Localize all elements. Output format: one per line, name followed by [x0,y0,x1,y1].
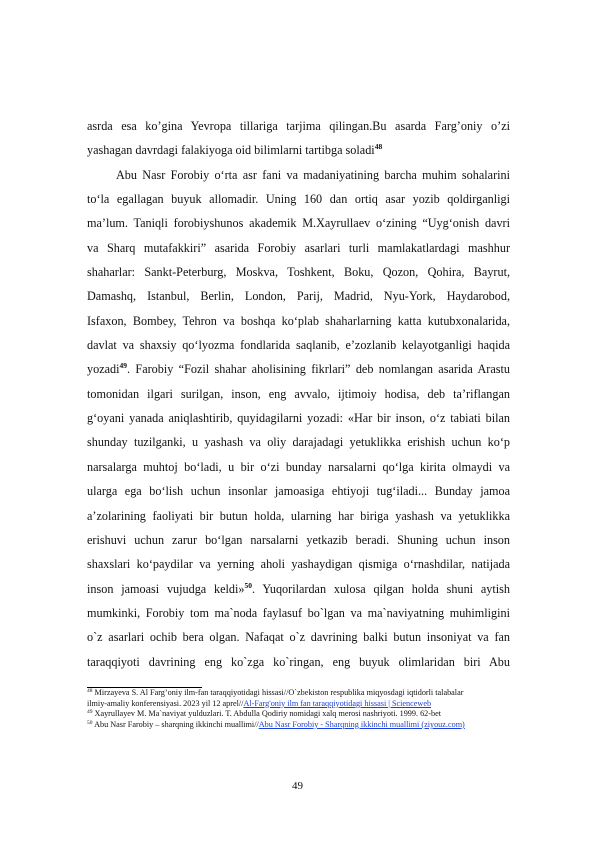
footnote-link[interactable]: Abu Nasr Forobiy - Sharqning ikkinchi muallimi (ziyouz.com) [258,719,465,729]
footnote-number: 50 [87,719,93,726]
text-line: narsalarga muhtoj bo‘ladi, u bir o‘zi bunday narsalarni qo‘lga kirita olmaydi va [87,459,510,474]
text-line: ularga ega bo‘lish uchun insonlar jamoasiga ehtiyoji tug‘iladi... Bunday jamoa [87,484,510,499]
text-line: shunday tuzilganki, u yashash va oliy darajadagi yetuklikka erishish uchun ko‘p [87,435,510,450]
footnote [87,720,512,731]
text-line: davlat va shaxsiy qo‘lyozma fondlarida saqlanib, e’zozlanib kelayotganligi haqida [87,338,510,353]
footnote-ref: 49 [119,361,127,371]
footnote-text: Mirzayeva S. Al Farg’oniy ilm-fan taraqqiyotidagi hissasi//O`zbekiston respublika miqyosdagi iqtidorli talabalar [94,688,464,697]
text-line: ma’lum. Taniqli forobiyshunos akademik M.Xayrullaev o‘zining “Uyg‘onish davri [87,216,510,231]
footnote-link[interactable]: Al-Farg'oniy ilm fan taraqqiyotidagi hissasi | Scienceweb [243,698,432,708]
footnote-ref: 48 [374,142,383,152]
text-line: taraqqiyoti davrining eng ko`zga ko`ringan, eng buyuk olimlaridan biri Abu [87,654,510,669]
text-line: o`z asarlari ochib bera olgan. Nafaqat o`z davrining balki butun insoniyat va fan [87,630,510,645]
footnote-ref: 50 [244,580,252,590]
text-line: tomonidan ilgari surilgan, inson, eng avvalo, ijtimoiy hodisa, deb ta’riflangan [87,386,510,401]
text-line: Abu Nasr Forobiy o‘rta asr fani va madaniyatining barcha muhim sohalarini [116,167,510,182]
text-line: shaharlar: Sankt-Peterburg, Moskva, Toshkent, Boku, Qozon, Qohira, Bayrut, [87,265,510,280]
footnote-text: Abu Nasr Farobiy – sharqning ikkinchi muallimi// [94,719,259,729]
footnote-continuation [87,699,512,710]
footnote [87,688,512,699]
text-line: Isfaxon, Bombey, Tehron va boshqa ko‘plab shaharlarning katta kutubxonalarida, [87,313,510,328]
footnote-number: 49 [87,709,93,716]
text-line: erishuvi uchun zarur bo‘lgan narsalarni yetkazib beradi. Shuning uchun inson [87,532,510,547]
text-segment: inson jamoasi vujudga keldi» [87,581,245,596]
text-line [87,138,510,162]
footnote-text: Xayrullayev M. Ma`naviyat yulduzlari. T. Abdulla Qodiriy nomidagi xalq merosi nashriyoti. 1999. 62-bet [94,709,442,719]
text-segment: yozadi [87,362,120,377]
text-line: mumkinki, Forobiy tom ma`noda faylasuf bo`lgan va ma`naviyatning muhimligini [87,605,510,620]
footnote-number: 48 [87,688,93,694]
page-number: 49 [292,780,303,792]
body-text [87,114,510,674]
text-line: va Sharq mutafakkiri” asarida Forobiy asarlari turli mamlakatlardagi mashhur [87,240,510,255]
text-segment: . Farobiy “Fozil shahar aholisining fikrlari” deb nomlangan asarida Arastu [127,362,510,377]
text-segment: . Yuqorilardan xulosa qilgan holda shuni aytish [252,581,510,596]
text-segment: yashagan davrdagi falakiyoga oid bilimlarni tartibga soladi [87,143,375,158]
footnote-text: ilmiy-amaliy konferensiyasi. 2023 yil 12 aprel// [87,698,244,708]
text-line: a’zolarining faoliyati bir butun holda, ularning har biriga yashash va yetuklikka [87,508,510,523]
text-line: asrda esa ko’gina Yevropa tillariga tarjima qilingan.Bu asarda Farg’oniy o’zi [87,119,510,133]
text-line [87,577,510,601]
text-line: g‘oyani yanada aniqlashtirib, quyidagilarni yozadi: «Har bir inson, o‘z tabiati bilan [87,411,510,426]
text-line: to‘la egallagan buyuk allomadir. Uning 160 dan ortiq asar yozib qoldirganligi [87,192,510,207]
footnote [87,709,512,720]
text-line: Damashq, Istanbul, Berlin, London, Parij, Madrid, Nyu-York, Haydarobod, [87,289,510,304]
footnotes [87,688,512,730]
text-line [87,357,510,381]
text-line: shaxslari ko‘paydilar va yerning aholi yashaydigan qismiga o‘rnashdilar, natijada [87,557,510,572]
